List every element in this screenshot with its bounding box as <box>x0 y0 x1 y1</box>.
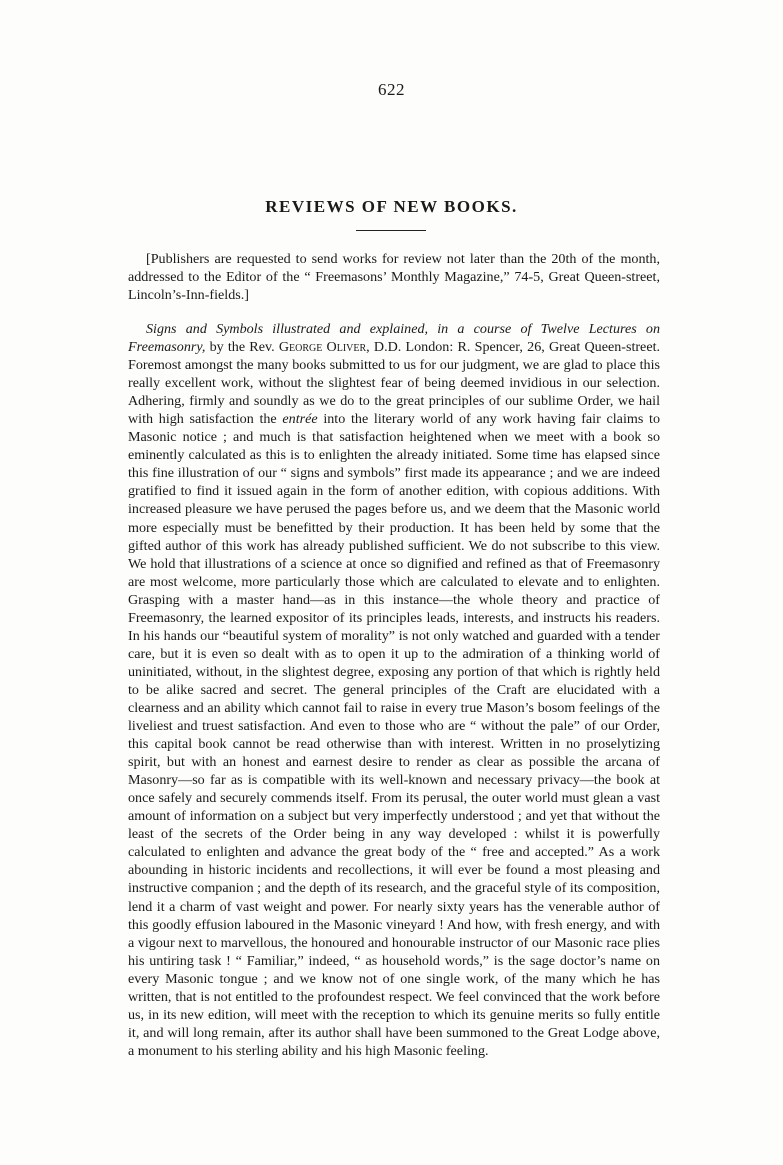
review-body-part1: Foremost amongst the many books submitted to us for our judgment, we are glad to place this really excellent work, without the slightest fear of being deemed invidious in our selection. Adhering, firmly and soundly as we do to the great principles of our sublime Order, we hail with high satisfaction the <box>128 357 660 428</box>
publishers-notice: [Publishers are requested to send works for review not later than the 20th of the month, addressed to the Editor of the “ Freemasons’ Monthly Magazine,” 74-5, Great Queen-street, Lincoln’s-Inn-fields.] <box>128 251 660 304</box>
book-title: Signs and Symbols illustrated and explained, in a course of Twelve Lectures on Freemasonry, <box>128 321 660 356</box>
page-number: 622 <box>378 80 405 99</box>
section-heading: REVIEWS OF NEW BOOKS. <box>265 197 518 216</box>
book-author: George Oliver <box>278 339 367 356</box>
review-body-part2: into the literary world of any work having fair claims to Masonic notice ; and much is that satisfaction heightened when we meet with a book so eminently calculated as this is to enlighten the already initiated. Some time has elapsed since this fine illustration of our “ signs and symbols” first made its appearance ; and we are indeed gratified to find it issued again in the form of another edition, with copious additions. With increased pleasure we have perused the pages before us, and we deem that the Masonic world more especially must be benefitted by their production. It has been held by some that the gifted author of this work has already published sufficient. We do not subscribe to this view. We hold that illustrations of a science at once so dignified and refined as that of Freemasonry are most welcome, more particularly those which are calculated to elevate and to enlighten. Grasping with a master hand—as in this instance—the whole theory and practice of Freemasonry, the learned expositor of its principles leads, interests, and instructs his readers. In his hands our “beautiful system of morality” is not only watched and guarded with a tender care, but it is even so dealt with as to open it up to the admiration of a thinking world of uninitiated, without, in the slightest degree, exposing any portion of that which is rightly held to be alike sacred and secret. The general principles of the Craft are elucidated with a clearness and an ability which cannot fail to raise in every true Mason’s bosom feelings of the liveliest and truest satisfaction. And even to those who are “ without the pale” of our Order, this capital book cannot be read otherwise than with interest. Written in no proselytizing spirit, but with an honest and earnest desire to render as clear as possible the arcana of Masonry—so far as is compatible with its well-known and necessary privacy—the book at once safely and securely commends itself. From its perusal, the outer world must glean a vast amount of information on a subject but very imperfectly understood ; and yet that without the least of the secrets of the Order being in any way developed : whilst it is powerfully calculated to enlighten and advance the great body of the “ free and accepted.” As a work abounding in historic incidents and recollections, it will ever be found a most pleasing and instructive companion ; and the depth of its research, and the graceful style of its composition, lend it a charm of vast weight and power. For nearly sixty years has the venerable author of this goodly effusion laboured in the Masonic vineyard ! And how, with fresh energy, and with a vigour next to marvellous, the honoured and honourable instructor of our Masonic race plies his untiring task ! “ Familiar,” indeed, “ as household words,” is the sage doctor’s name on every Masonic tongue ; and we know not of one single work, of the many which he has written, that is not entitled to the profoundest respect. We feel convinced that the work before us, in its new edition, will meet with the reception to which its genuine merits so fully entitle it, and will long remain, after its author shall have been summoned to the Great Lodge above, a monument to his sterling ability and his high Masonic feeling. <box>128 411 660 1059</box>
book-review <box>128 320 660 1060</box>
book-citation: , D.D. London: R. Spencer, 26, Great Queen-street. <box>366 339 661 356</box>
heading-rule <box>356 230 426 231</box>
review-entree: entrée <box>282 411 318 428</box>
review-by-prefix: by the Rev. <box>205 339 279 356</box>
